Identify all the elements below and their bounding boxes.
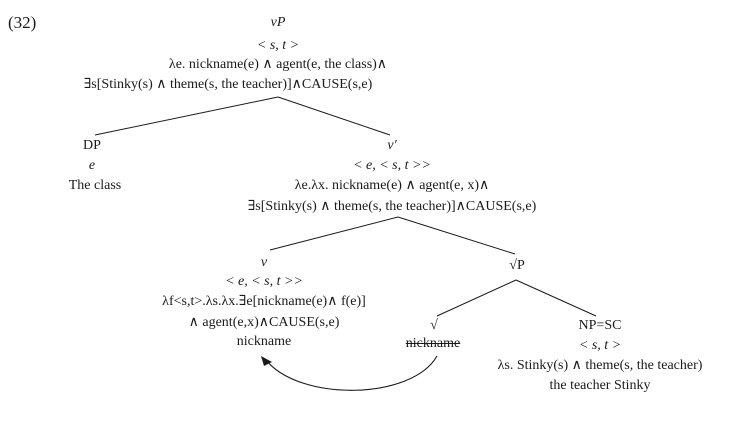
branch-rootP-NP <box>516 280 596 316</box>
branch-vP-vbar <box>278 97 390 135</box>
branch-vbar-v <box>270 217 398 250</box>
v-semantics-line2: ∧ agent(e,x)∧CAUSE(s,e) <box>188 315 340 330</box>
v-label: v <box>260 255 268 270</box>
v-semantics-line1: λf<s,t>.λs.λx.∃e[nickname(e)∧ f(e)] <box>162 294 366 309</box>
vbar-type: < e, < s, t >> <box>353 158 431 173</box>
rootP-label: √P <box>509 258 525 273</box>
branch-vbar-rootP <box>398 217 515 254</box>
DP-label: DP <box>83 138 101 153</box>
vbar-semantics-line2: ∃s[Stinky(s) ∧ theme(s, the teacher)]∧CAUSE(s,e) <box>247 199 537 214</box>
vP-label: vP <box>270 15 286 30</box>
root-label: √ <box>430 318 438 333</box>
vbar-label: v′ <box>387 138 397 153</box>
movement-arrow <box>266 356 437 390</box>
example-number: (32) <box>8 13 37 32</box>
NP-type: < s, t > <box>578 338 622 353</box>
NP-semantics: λs. Stinky(s) ∧ theme(s, the teacher) <box>497 358 703 373</box>
branch-rootP-root <box>437 280 516 316</box>
vP-type: < s, t > <box>256 38 300 53</box>
DP-text: The class <box>68 178 122 193</box>
root-text-struck: nickname <box>405 336 461 351</box>
vP-semantics-line1: λe. nickname(e) ∧ agent(e, the class)∧ <box>168 57 388 72</box>
vbar-semantics-line1: λe.λx. nickname(e) ∧ agent(e, x)∧ <box>294 178 490 193</box>
v-type: < e, < s, t >> <box>225 274 303 289</box>
NP-text: the teacher Stinky <box>549 378 651 393</box>
NP-label: NP=SC <box>578 318 622 333</box>
v-text: nickname <box>236 334 292 349</box>
DP-type: e <box>88 158 96 173</box>
branch-vP-DP <box>95 97 278 135</box>
vP-semantics-line2: ∃s[Stinky(s) ∧ theme(s, the teacher)]∧CAUSE(s,e) <box>83 77 373 92</box>
